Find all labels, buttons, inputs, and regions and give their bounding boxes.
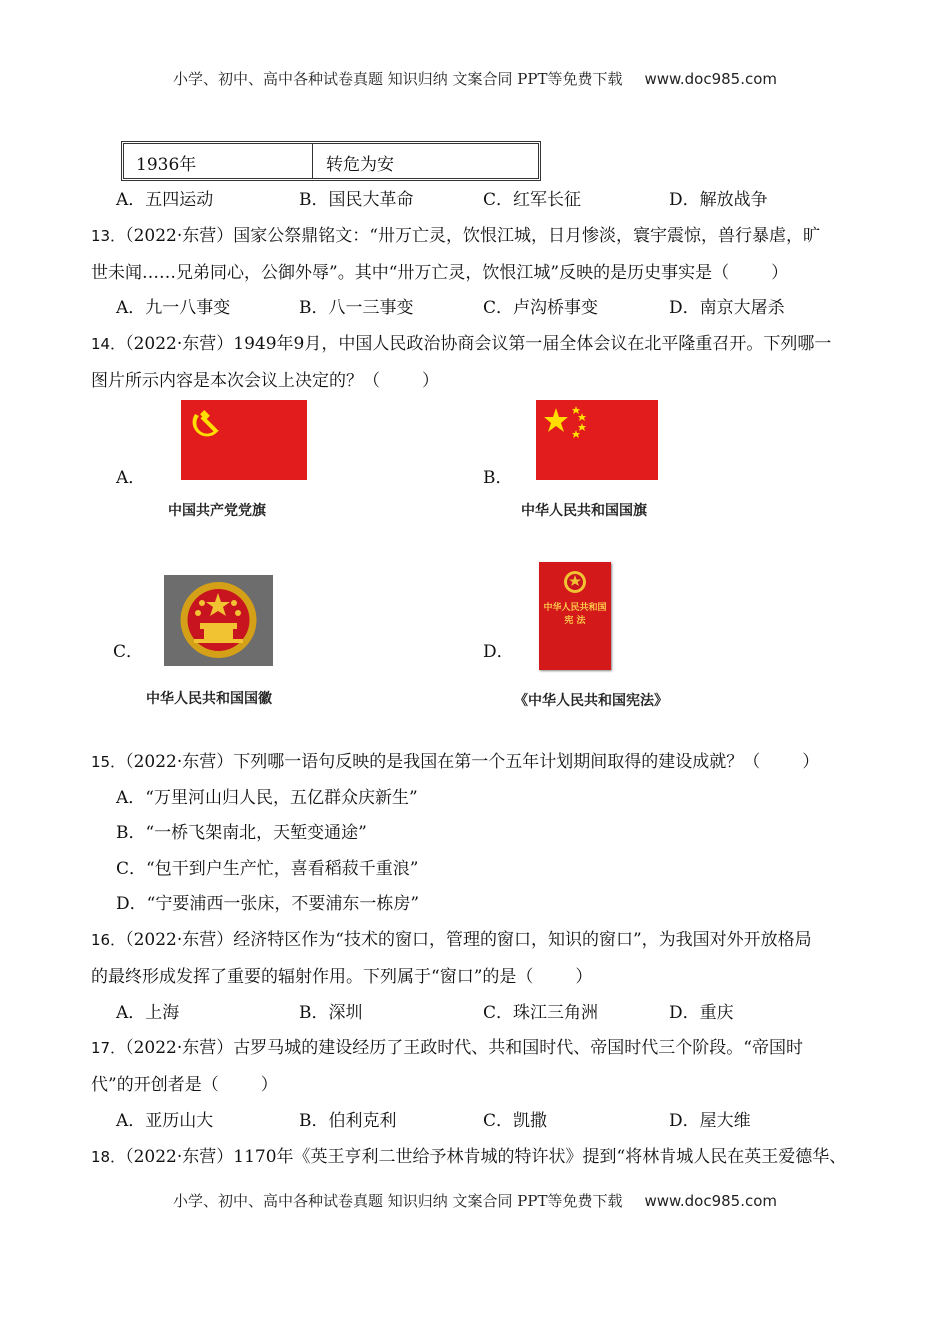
- q14-caption-b: 中华人民共和国国旗: [521, 503, 647, 519]
- q12-option-a[interactable]: A．五四运动: [116, 190, 214, 210]
- q15-option-d[interactable]: D．“宁要浦西一张床，不要浦东一栋房”: [116, 894, 420, 914]
- book-emblem-icon: [563, 570, 587, 594]
- header-url[interactable]: www.doc985.com: [644, 70, 778, 88]
- q16-option-c[interactable]: C．珠江三角洲: [483, 1003, 599, 1023]
- q12-option-b[interactable]: B．国民大革命: [299, 190, 414, 210]
- q15-number: 15．: [91, 753, 126, 771]
- q17-option-c[interactable]: C．凯撒: [483, 1111, 548, 1131]
- q18-line-1: [91, 1142, 846, 1167]
- q14-close-paren: ）: [422, 371, 439, 391]
- table-event-cell: 转危为安: [326, 155, 394, 175]
- q14-line-1: [91, 329, 831, 354]
- q17-text-1: （2022·东营）古罗马城的建设经历了王政时代、共和国时代、帝国时代三个阶段。“帝国时: [125, 1038, 803, 1058]
- constitution-book-image[interactable]: [539, 562, 611, 670]
- q14-line-2: [91, 366, 439, 391]
- q14-caption-c: 中华人民共和国国徽: [146, 691, 272, 707]
- page-footer: [0, 1190, 950, 1211]
- q15-option-c[interactable]: C．“包干到户生产忙，喜看稻菽千重浪”: [116, 859, 419, 879]
- table-divider: [312, 144, 313, 178]
- q16-line-1: [91, 925, 812, 950]
- q14-option-d-label[interactable]: D．: [483, 642, 514, 662]
- q15-text-1: （2022·东营）下列哪一语句反映的是我国在第一个五年计划期间取得的建设成就？（: [125, 752, 761, 772]
- q13-number: 13．: [91, 227, 126, 245]
- footer-url[interactable]: www.doc985.com: [644, 1192, 778, 1210]
- national-flag-image[interactable]: [536, 400, 658, 480]
- q18-text-1: （2022·东营）1170年《英王亨利二世给予林肯城的特许状》提到“将林肯城人民在英王爱德华、: [125, 1147, 847, 1167]
- q15-close-paren: ）: [802, 752, 820, 772]
- q17-option-a[interactable]: A．亚历山大: [116, 1111, 214, 1131]
- q16-option-b[interactable]: B．深圳: [299, 1003, 363, 1023]
- q17-option-d[interactable]: D．屋大维: [669, 1111, 751, 1131]
- table-year-cell: 1936年: [136, 155, 197, 175]
- header-text: 小学、初中、高中各种试卷真题 知识归纳 文案合同 PPT等免费下载: [172, 70, 623, 88]
- q17-text-2: 代”的开创者是（: [91, 1075, 219, 1095]
- party-flag-image[interactable]: [181, 400, 307, 480]
- q12-option-c[interactable]: C．红军长征: [483, 190, 582, 210]
- q14-text-1: （2022·东营）1949年9月，中国人民政治协商会议第一届全体会议在北平隆重召开。下列哪一: [125, 334, 832, 354]
- national-emblem-image[interactable]: [164, 575, 273, 666]
- q13-option-d[interactable]: D．南京大屠杀: [669, 298, 785, 318]
- page-header: [0, 68, 950, 89]
- q15-line-1: [91, 747, 819, 772]
- q17-line-1: [91, 1033, 803, 1058]
- q14-option-a-label[interactable]: A．: [116, 468, 146, 488]
- question-12-table: [121, 141, 541, 181]
- q13-text-1: （2022·东营）国家公祭鼎铭文：“卅万亡灵，饮恨江城，日月惨淡，寰宇震惊，兽行暴虐，旷: [125, 226, 820, 246]
- q13-text-2: 世未闻……兄弟同心，公御外辱”。其中“卅万亡灵，饮恨江城”反映的是历史事实是（: [91, 263, 730, 283]
- q13-option-a[interactable]: A．九一八事变: [116, 298, 231, 318]
- q17-option-b[interactable]: B．伯利克利: [299, 1111, 397, 1131]
- q18-number: 18．: [91, 1148, 126, 1166]
- q16-number: 16．: [91, 931, 126, 949]
- book-title-line-1: 中华人民共和国: [543, 603, 607, 613]
- q16-option-a[interactable]: A．上海: [116, 1003, 180, 1023]
- q12-option-d[interactable]: D．解放战争: [669, 190, 768, 210]
- q13-line-2: [91, 258, 788, 283]
- q13-option-b[interactable]: B．八一三事变: [299, 298, 414, 318]
- q16-text-1: （2022·东营）经济特区作为“技术的窗口，管理的窗口，知识的窗口”，为我国对外开放格局: [125, 930, 812, 950]
- q14-text-2: 图片所示内容是本次会议上决定的？（: [91, 371, 380, 391]
- q13-line-1: [91, 221, 820, 246]
- q13-option-c[interactable]: C．卢沟桥事变: [483, 298, 599, 318]
- q16-close-paren: ）: [575, 967, 593, 987]
- q15-option-a[interactable]: A．“万里河山归人民，五亿群众庆新生”: [116, 788, 418, 808]
- q14-caption-a: 中国共产党党旗: [168, 503, 266, 519]
- q13-close-paren: ）: [771, 263, 789, 283]
- book-title-line-2: 宪 法: [564, 616, 586, 626]
- q14-option-c-label[interactable]: C．: [113, 642, 144, 662]
- q15-option-b[interactable]: B．“一桥飞架南北，天堑变通途”: [116, 823, 367, 843]
- q17-line-2: [91, 1070, 278, 1095]
- footer-text: 小学、初中、高中各种试卷真题 知识归纳 文案合同 PPT等免费下载: [172, 1192, 623, 1210]
- q14-option-b-label[interactable]: B．: [483, 468, 513, 488]
- q16-line-2: [91, 962, 592, 987]
- q16-option-d[interactable]: D．重庆: [669, 1003, 734, 1023]
- q14-number: 14．: [91, 335, 126, 353]
- q17-number: 17．: [91, 1039, 126, 1057]
- q14-caption-d: 《中华人民共和国宪法》: [514, 693, 668, 709]
- q16-text-2: 的最终形成发挥了重要的辐射作用。下列属于“窗口”的是（: [91, 967, 534, 987]
- q17-close-paren: ）: [260, 1075, 278, 1095]
